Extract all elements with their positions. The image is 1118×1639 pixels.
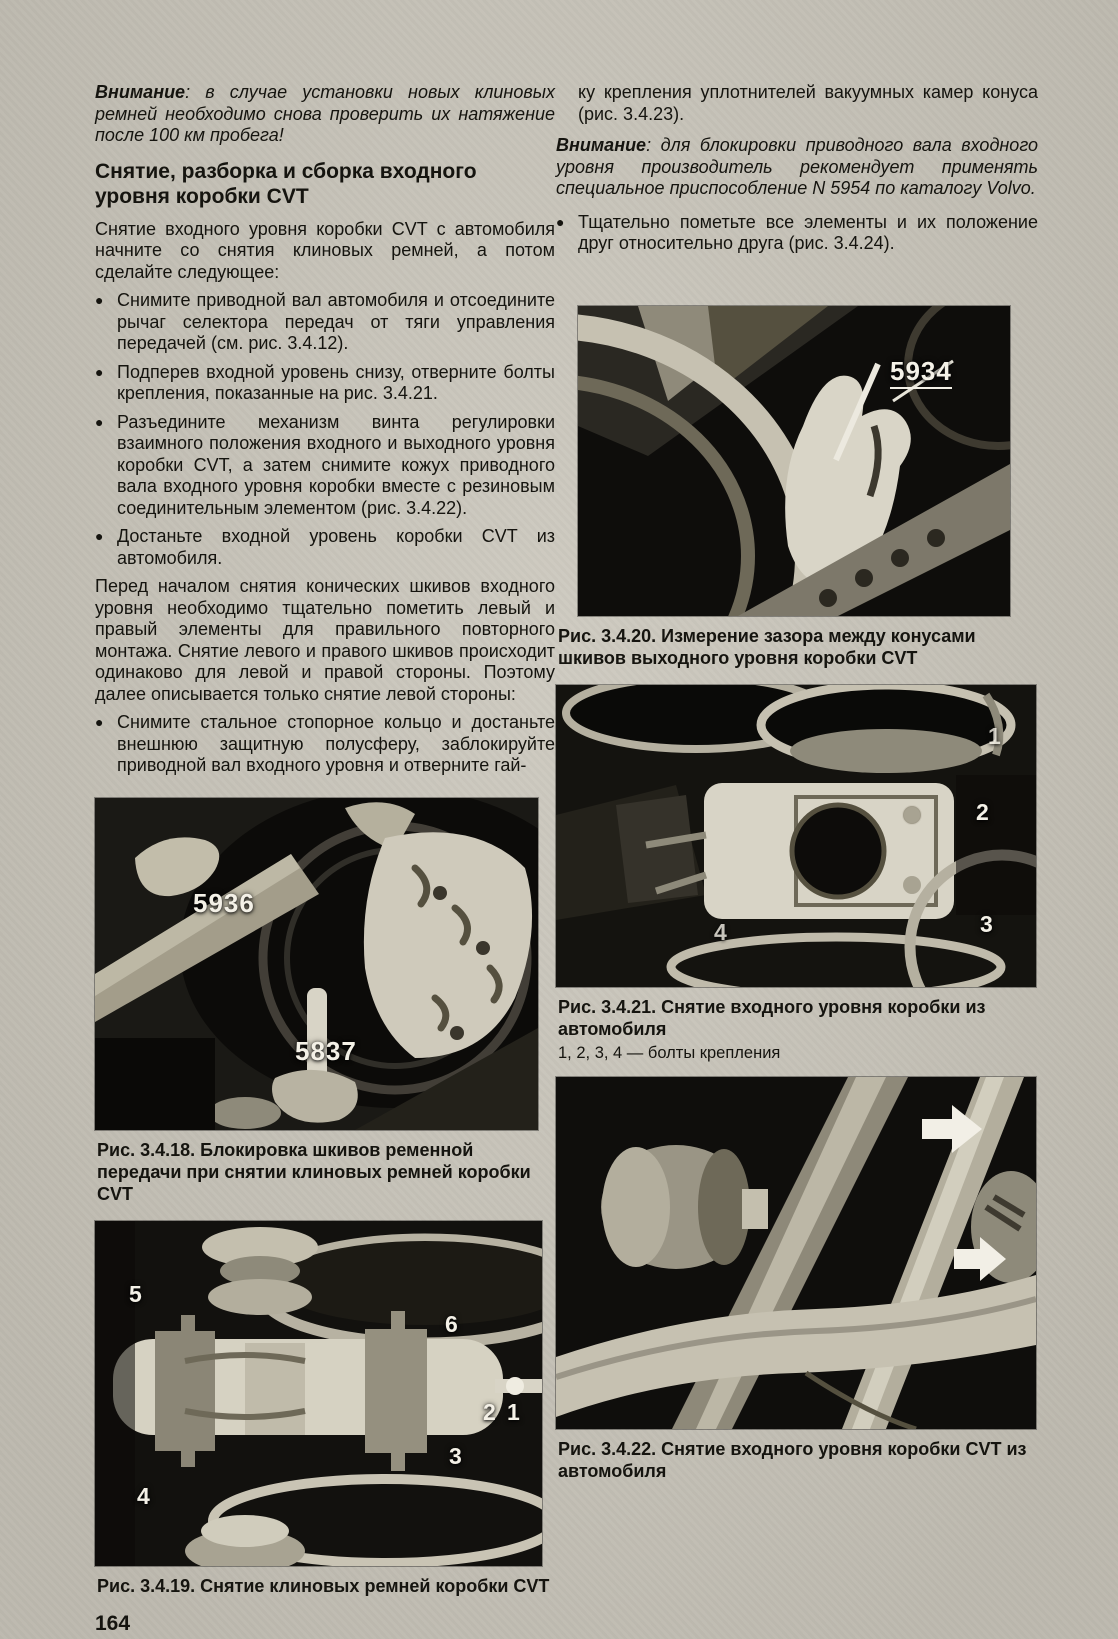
warning-note <box>556 135 1038 200</box>
list-item: ● Разъедините механизм винта регулировки взаимного положения входного и выходного уровня коробки CVT, а затем снимите кожух приводного вала входного уровня коробки вместе с резиновым соединительным элементом (рис. 3.4.22). <box>95 412 555 520</box>
callout-number: 1 <box>507 1398 521 1425</box>
right-column <box>556 82 1038 1482</box>
figure-caption-3-4-18: Рис. 3.4.18. Блокировка шкивов ременной передачи при снятии клиновых ремней коробки CVT <box>97 1139 531 1204</box>
figure-photo-3-4-18 <box>95 798 538 1130</box>
list-item: ● Подперев входной уровень снизу, отверните болты крепления, показанные на рис. 3.4.21. <box>95 362 555 405</box>
section-heading: Снятие, разборка и сборка входного уровня коробки CVT <box>95 159 477 208</box>
photo-illustration <box>95 1221 542 1566</box>
list-item: ● Снимите стальное стопорное кольцо и достаньте внешнюю защитную полусферу, заблокируйте приводной вал входного уровня и отверните гай- <box>95 712 555 777</box>
callout-number: 4 <box>137 1482 151 1509</box>
bolt-number: 1 <box>988 722 1002 749</box>
intro-paragraph: Снятие входного уровня коробки CVT с автомобиля начните со снятия клиновых ремней, а потом сделайте следующее: <box>95 218 555 282</box>
warning-text: : в случае установки новых клиновых ремней необходимо снова проверить их натяжение после 100 км пробега! <box>95 82 555 145</box>
bolt-number: 4 <box>714 918 728 945</box>
continuation-paragraph: ку крепления уплотнителей вакуумных камер конуса (рис. 3.4.23). <box>578 82 1038 124</box>
figure-caption-3-4-21: Рис. 3.4.21. Снятие входного уровня коробки из автомобиля <box>558 996 986 1039</box>
photo-illustration <box>556 1077 1036 1429</box>
photo-illustration <box>556 685 1036 987</box>
figure-photo-3-4-19 <box>95 1221 542 1566</box>
callout-number: 6 <box>445 1310 459 1337</box>
body-paragraph: Перед началом снятия конических шкивов входного уровня необходимо тщательно пометить левый и правый элементы для правильного повторного монтажа. Снятие левого и правого шкивов происходит одинаково для левой и правой стороны. Поэтому далее описывается только снятие левой стороны: <box>95 576 555 704</box>
photo-illustration <box>95 798 538 1130</box>
list-item: ● Тщательно пометьте все элементы и их положение друг относительно друга (рис. 3.4.24). <box>556 212 1038 255</box>
callout-number: 5 <box>129 1280 143 1307</box>
warning-label: Внимание <box>95 82 186 102</box>
callout-number: 2 <box>483 1398 497 1425</box>
warning-text: : для блокировки приводного вала входного уровня производитель рекомендует применять специальное приспособление N 5954 по каталогу Volvo. <box>556 135 1038 198</box>
bolt-number: 2 <box>976 798 990 825</box>
left-column <box>95 82 555 1634</box>
figure-photo-3-4-21 <box>556 685 1036 987</box>
photo-illustration <box>578 306 1010 616</box>
list-item: ● Снимите приводной вал автомобиля и отсоедините рычаг селектора передач от тяги управления передачей (см. рис. 3.4.12). <box>95 290 555 355</box>
bolt-number: 3 <box>980 910 994 937</box>
warning-label: Внимание <box>556 135 647 155</box>
figure-caption-3-4-22: Рис. 3.4.22. Снятие входного уровня коробки CVT из автомобиля <box>558 1438 1027 1481</box>
part-number-label: 5936 <box>193 887 255 918</box>
page-number: 164 <box>95 1611 131 1635</box>
callout-number: 3 <box>449 1442 463 1469</box>
figure-photo-3-4-20 <box>578 306 1010 616</box>
tool-number-label: 5934 <box>890 358 952 389</box>
list-item: ● Достаньте входной уровень коробки CVT из автомобиля. <box>95 526 555 569</box>
warning-note-top <box>95 82 555 147</box>
figure-legend-3-4-21: 1, 2, 3, 4 — болты крепления <box>558 1043 781 1062</box>
figure-photo-3-4-22 <box>556 1077 1036 1429</box>
figure-caption-3-4-19: Рис. 3.4.19. Снятие клиновых ремней коробки CVT <box>97 1575 550 1596</box>
part-number-label: 5837 <box>295 1035 357 1066</box>
figure-caption-3-4-20: Рис. 3.4.20. Измерение зазора между конусами шкивов выходного уровня коробки CVT <box>558 625 976 668</box>
